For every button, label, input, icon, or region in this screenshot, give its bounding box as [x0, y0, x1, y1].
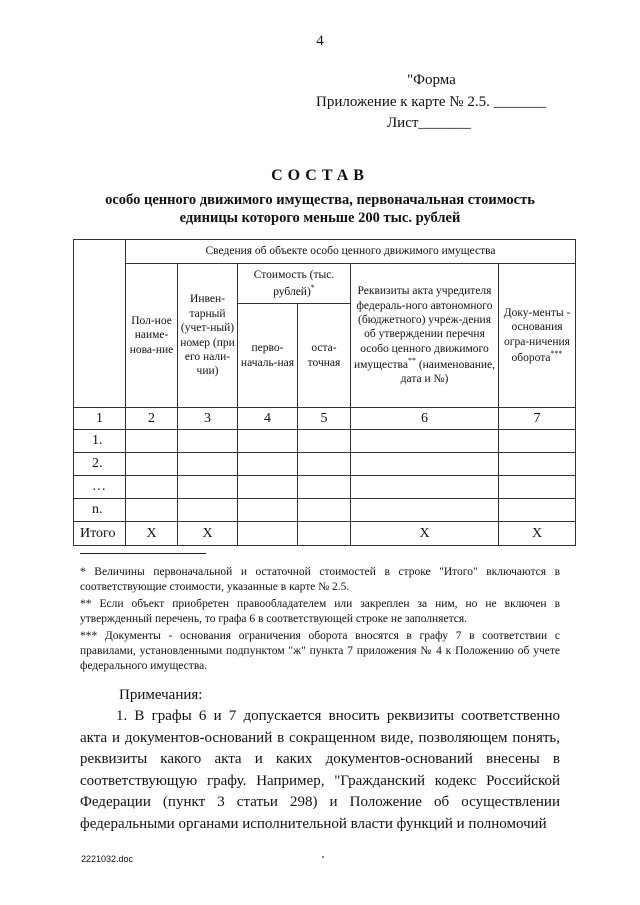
row-label: n.	[74, 499, 126, 522]
col-header-requisites-tail: (наименование, дата и №)	[400, 358, 496, 386]
table-cell	[126, 476, 178, 499]
table-cell	[126, 453, 178, 476]
property-table	[73, 239, 576, 546]
table-cell	[351, 453, 499, 476]
col-header-cost-mark: *	[310, 282, 315, 292]
table-cell	[178, 499, 238, 522]
x-mark: X	[126, 522, 178, 546]
table-cell	[126, 499, 178, 522]
col-header-cost-initial: перво-началь-ная	[238, 304, 298, 408]
table-cell	[298, 522, 351, 546]
col-number: 5	[298, 408, 351, 430]
document-subtitle-line1: особо ценного движимого имущества, первоначальная стоимость	[105, 192, 535, 208]
document-file-id: 2221032.doc	[81, 854, 134, 864]
table-cell	[298, 453, 351, 476]
col-header-inventory: Инвен-тарный (учет-ный) номер (при его нали-чии)	[178, 264, 238, 408]
table-cell	[351, 499, 499, 522]
table-cell	[178, 453, 238, 476]
page-number: 4	[316, 33, 324, 49]
sheet-label: Лист_______	[387, 115, 471, 131]
notes-body: 1. В графы 6 и 7 допускается вносить реквизиты соответственно акта и документов-оснований в сокращенном виде, позволяющем понять, реквизиты какого акта и каких документов-оснований внесены в соответствующую графу. Например, "Гражданский кодекс Российской Федерации (пункт 3 статьи 298) и Положение об осуществлении федеральными органами исполнительной власти функций и полномочий	[80, 708, 560, 832]
table-cell	[298, 476, 351, 499]
table-cell	[499, 430, 576, 453]
table-row	[74, 499, 576, 522]
x-mark: X	[499, 522, 576, 546]
total-label: Итого	[74, 522, 126, 546]
col-header-requisites	[351, 264, 499, 408]
table-cell	[178, 430, 238, 453]
col-header-documents-text: Доку-менты - основания огра-ничения оборота	[503, 306, 571, 364]
col-header-cost-text: Стоимость (тыс. рублей)	[253, 269, 335, 298]
row-number-header-cell	[74, 240, 126, 408]
x-mark: X	[178, 522, 238, 546]
col-header-requisites-mark: **	[407, 356, 416, 366]
footnote-1: * Величины первоначальной и остаточной стоимостей в строке "Итого" включаются в соответствующие стоимости, указанные в карте № 2.5.	[80, 566, 560, 593]
table-cell	[499, 476, 576, 499]
table-cell	[298, 430, 351, 453]
col-header-documents-mark: ***	[550, 348, 563, 358]
table-row	[74, 430, 576, 453]
row-label: 1.	[74, 430, 126, 453]
col-header-requisites-text: Реквизиты акта учредителя федераль-ного автономного (бюджетного) учреж-дения об утверждении перечня особо ценного движимого имущества	[353, 285, 493, 371]
table-cell	[238, 430, 298, 453]
col-number: 7	[499, 408, 576, 430]
row-label: …	[74, 476, 126, 499]
footnote-separator	[80, 553, 206, 554]
table-row	[74, 476, 576, 499]
document-title: СОСТАВ	[271, 167, 369, 184]
table-cell	[351, 430, 499, 453]
col-header-name: Пол-ное наиме-нова-ние	[126, 264, 178, 408]
table-cell	[238, 499, 298, 522]
col-header-documents	[499, 264, 576, 408]
footnote-2: ** Если объект приобретен правообладателем или закреплен за ним, но не включен в утвержденный перечень, то графа 6 в соответствующей строке не заполняется.	[80, 598, 560, 625]
document-subtitle-line2: единицы которого меньше 200 тыс. рублей	[179, 210, 461, 226]
table-cell	[178, 476, 238, 499]
table-cell	[351, 476, 499, 499]
table-cell	[238, 476, 298, 499]
table-cell	[499, 499, 576, 522]
x-mark: X	[351, 522, 499, 546]
appendix-label: Приложение к карте № 2.5. _______	[316, 94, 547, 110]
total-row	[74, 522, 576, 546]
group-header: Сведения об объекте особо ценного движимого имущества	[126, 240, 576, 264]
col-header-cost	[238, 264, 351, 304]
footnote-3: *** Документы - основания ограничения оборота вносятся в графу 7 в соответствии с правилами, установленными подпунктом "ж" пункта 7 приложения № 4 к Положению об учете федерального имущества.	[80, 630, 560, 672]
row-label: 2.	[74, 453, 126, 476]
table-cell	[298, 499, 351, 522]
col-number: 2	[126, 408, 178, 430]
col-number: 3	[178, 408, 238, 430]
table-cell	[238, 453, 298, 476]
col-number: 6	[351, 408, 499, 430]
scan-dot	[322, 856, 324, 858]
table-cell	[499, 453, 576, 476]
col-header-cost-residual: оста-точная	[298, 304, 351, 408]
col-number: 4	[238, 408, 298, 430]
form-label: "Форма	[407, 72, 456, 88]
notes-title: Примечания:	[119, 687, 203, 703]
table-cell	[238, 522, 298, 546]
table-row	[74, 453, 576, 476]
col-number: 1	[74, 408, 126, 430]
table-cell	[126, 430, 178, 453]
